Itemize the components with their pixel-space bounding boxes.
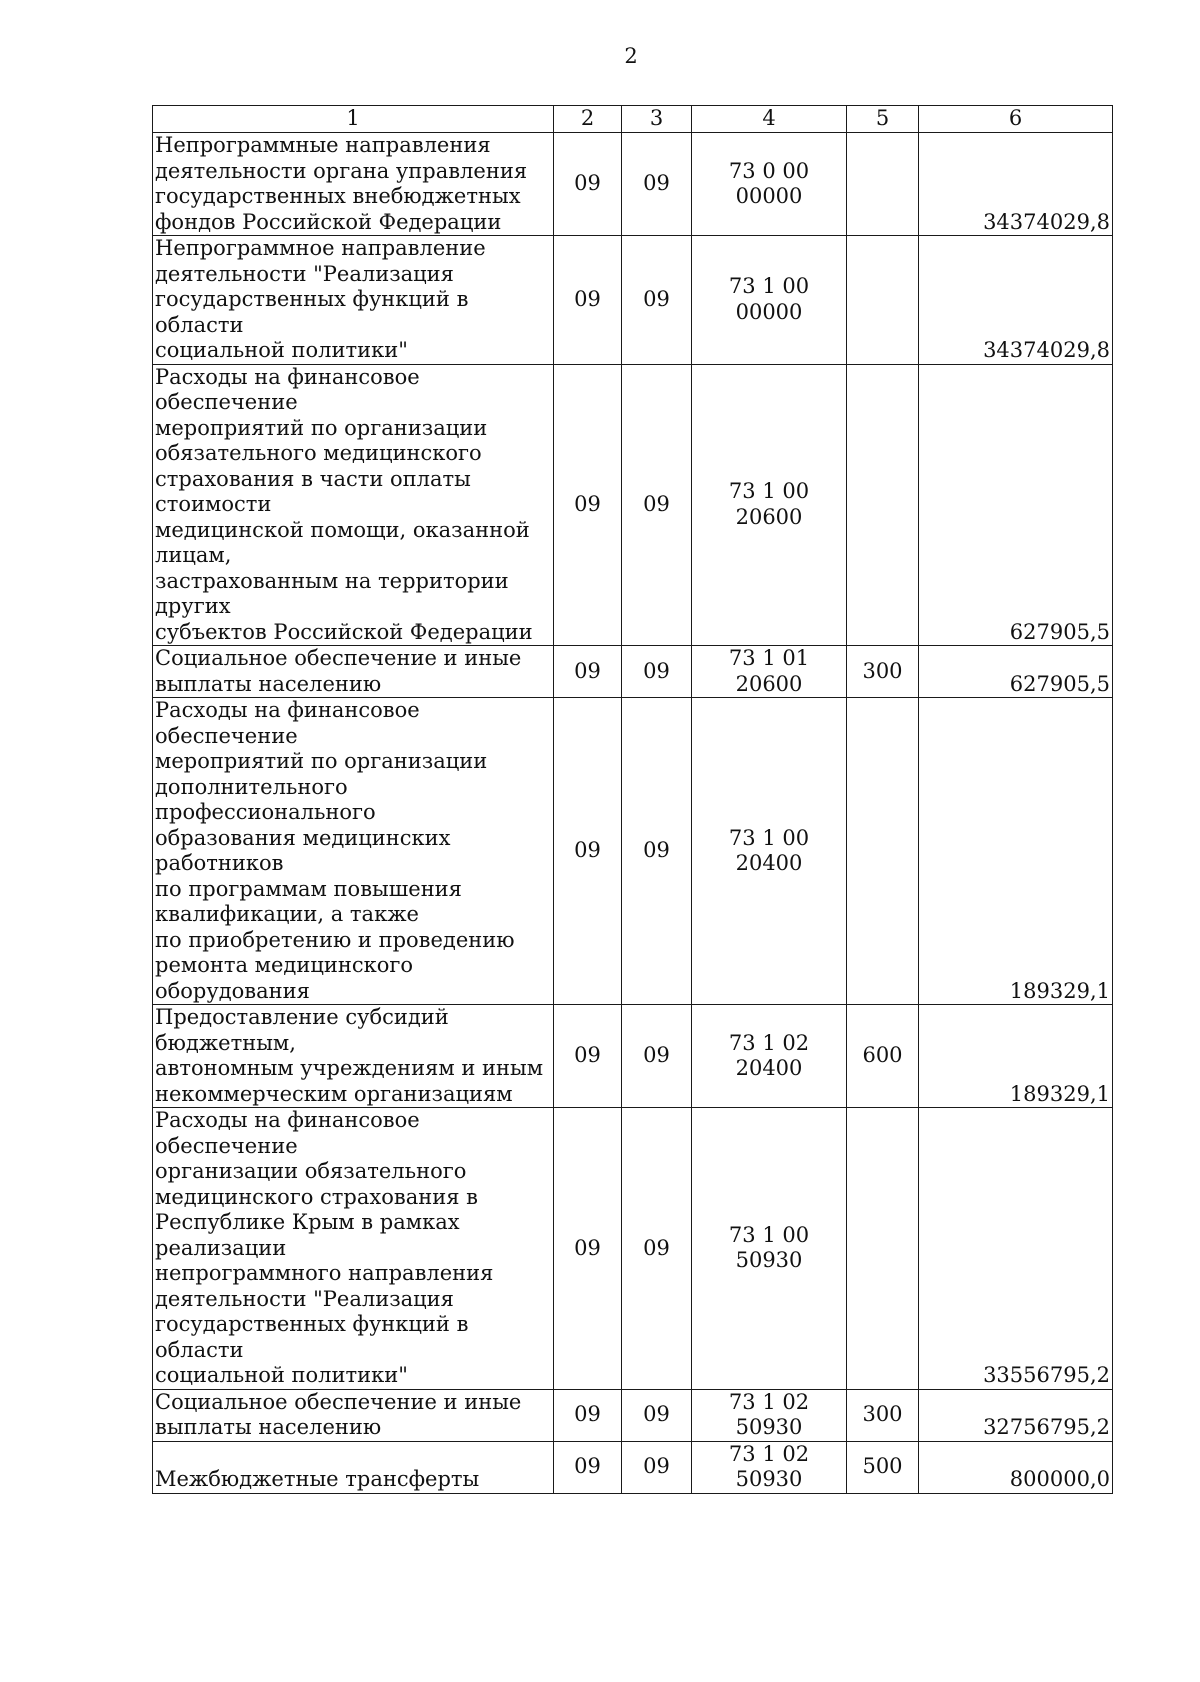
section-code: 09 bbox=[554, 133, 622, 236]
expense-type-code bbox=[847, 133, 919, 236]
subsection-code: 09 bbox=[622, 698, 692, 1005]
row-name: Непрограммное направление деятельности "Реализация государственных функций в области социальной политики" bbox=[153, 236, 554, 365]
row-name: Социальное обеспечение и иные выплаты населению bbox=[153, 646, 554, 698]
table-row bbox=[153, 1005, 1113, 1108]
expense-type-code: 300 bbox=[847, 646, 919, 698]
row-name: Расходы на финансовое обеспечение мероприятий по организации дополнительного профессионального образования медицинских работников по программам повышения квалификации, а также по приобретению и проведению ремонта медицинского оборудования bbox=[153, 698, 554, 1005]
subsection-code: 09 bbox=[622, 1441, 692, 1493]
target-code: 73 1 02 50930 bbox=[692, 1389, 847, 1441]
table-row bbox=[153, 1389, 1113, 1441]
amount: 627905,5 bbox=[919, 364, 1113, 646]
target-code: 73 1 00 20600 bbox=[692, 364, 847, 646]
section-code: 09 bbox=[554, 364, 622, 646]
subsection-code: 09 bbox=[622, 1389, 692, 1441]
section-code: 09 bbox=[554, 1389, 622, 1441]
subsection-code: 09 bbox=[622, 236, 692, 365]
amount: 189329,1 bbox=[919, 1005, 1113, 1108]
amount: 189329,1 bbox=[919, 698, 1113, 1005]
target-code: 73 1 00 50930 bbox=[692, 1108, 847, 1390]
column-header: 6 bbox=[919, 106, 1113, 133]
amount: 34374029,8 bbox=[919, 133, 1113, 236]
subsection-code: 09 bbox=[622, 1005, 692, 1108]
column-header: 5 bbox=[847, 106, 919, 133]
target-code: 73 1 00 00000 bbox=[692, 236, 847, 365]
subsection-code: 09 bbox=[622, 1108, 692, 1390]
amount: 32756795,2 bbox=[919, 1389, 1113, 1441]
amount: 627905,5 bbox=[919, 646, 1113, 698]
column-header: 3 bbox=[622, 106, 692, 133]
expense-type-code: 500 bbox=[847, 1441, 919, 1493]
subsection-code: 09 bbox=[622, 646, 692, 698]
header-row bbox=[153, 106, 1113, 133]
amount: 800000,0 bbox=[919, 1441, 1113, 1493]
row-name: Межбюджетные трансферты bbox=[153, 1441, 554, 1493]
amount: 33556795,2 bbox=[919, 1108, 1113, 1390]
column-header: 1 bbox=[153, 106, 554, 133]
column-header: 2 bbox=[554, 106, 622, 133]
table-row bbox=[153, 364, 1113, 646]
expense-type-code bbox=[847, 1108, 919, 1390]
subsection-code: 09 bbox=[622, 364, 692, 646]
row-name: Предоставление субсидий бюджетным, автономным учреждениям и иным некоммерческим организациям bbox=[153, 1005, 554, 1108]
target-code: 73 1 02 20400 bbox=[692, 1005, 847, 1108]
target-code: 73 1 01 20600 bbox=[692, 646, 847, 698]
row-name: Социальное обеспечение и иные выплаты населению bbox=[153, 1389, 554, 1441]
target-code: 73 1 00 20400 bbox=[692, 698, 847, 1005]
table-row bbox=[153, 236, 1113, 365]
page-number: 2 bbox=[624, 44, 638, 68]
table-row bbox=[153, 698, 1113, 1005]
row-name: Расходы на финансовое обеспечение мероприятий по организации обязательного медицинского страхования в части оплаты стоимости медицинской помощи, оказанной лицам, застрахованным на территории других субъектов Российской Федерации bbox=[153, 364, 554, 646]
section-code: 09 bbox=[554, 236, 622, 365]
target-code: 73 1 02 50930 bbox=[692, 1441, 847, 1493]
column-header: 4 bbox=[692, 106, 847, 133]
subsection-code: 09 bbox=[622, 133, 692, 236]
table-row bbox=[153, 1441, 1113, 1493]
section-code: 09 bbox=[554, 1108, 622, 1390]
table-row bbox=[153, 646, 1113, 698]
amount: 34374029,8 bbox=[919, 236, 1113, 365]
expense-type-code bbox=[847, 236, 919, 365]
budget-table bbox=[152, 105, 1113, 1494]
expense-type-code bbox=[847, 698, 919, 1005]
table-row bbox=[153, 133, 1113, 236]
row-name: Непрограммные направления деятельности органа управления государственных внебюджетных фондов Российской Федерации bbox=[153, 133, 554, 236]
section-code: 09 bbox=[554, 646, 622, 698]
expense-type-code bbox=[847, 364, 919, 646]
row-name: Расходы на финансовое обеспечение организации обязательного медицинского страхования в Республике Крым в рамках реализации непрограммного направления деятельности "Реализация государственных функций в области социальной политики" bbox=[153, 1108, 554, 1390]
target-code: 73 0 00 00000 bbox=[692, 133, 847, 236]
expense-type-code: 300 bbox=[847, 1389, 919, 1441]
expense-type-code: 600 bbox=[847, 1005, 919, 1108]
section-code: 09 bbox=[554, 1441, 622, 1493]
table-row bbox=[153, 1108, 1113, 1390]
section-code: 09 bbox=[554, 698, 622, 1005]
section-code: 09 bbox=[554, 1005, 622, 1108]
